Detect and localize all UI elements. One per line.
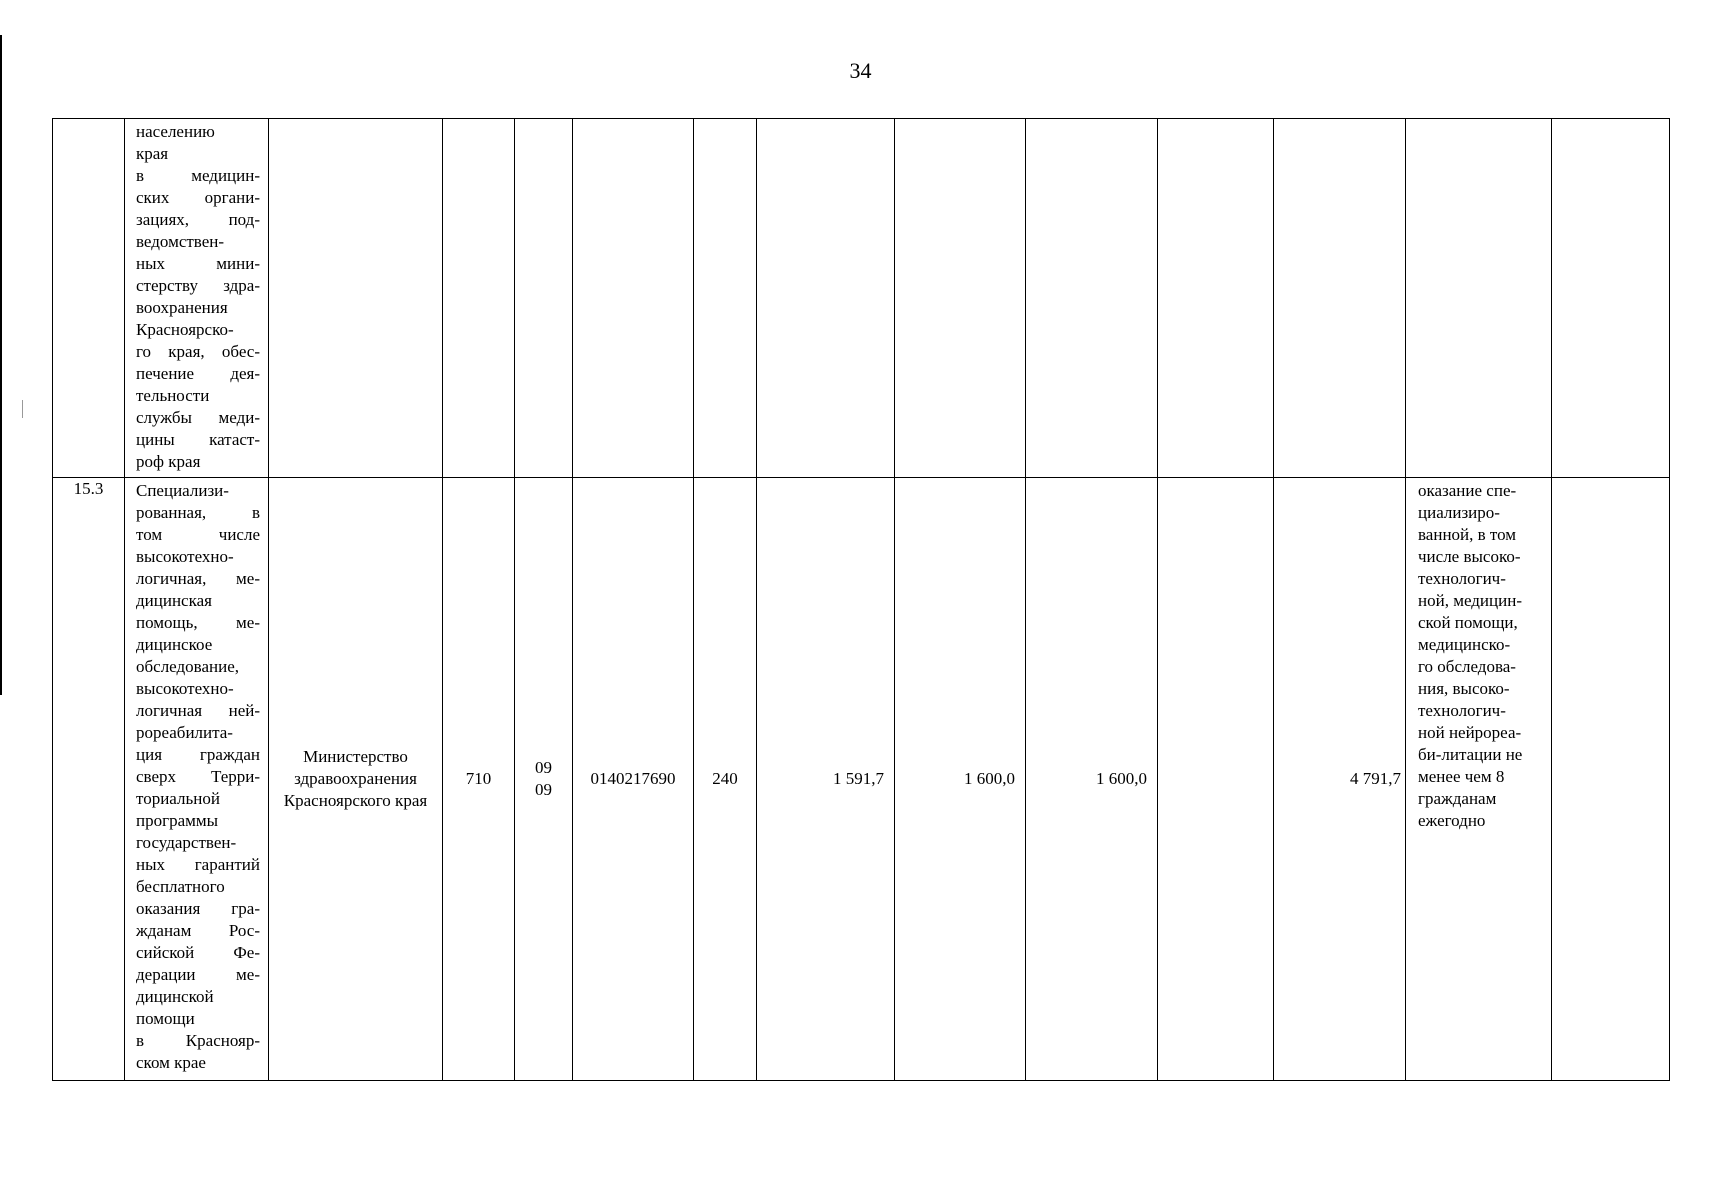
result-line: циализиро- [1418, 503, 1500, 522]
result-line: медицинско- [1418, 635, 1511, 654]
total-cell: 4 791,7 [1274, 478, 1406, 1081]
event-name-line: государствен- [136, 833, 237, 852]
event-name-line: логичная, ме- [136, 569, 260, 588]
administrator-cell: Министерство здравоохранения Красноярского края [269, 478, 443, 1081]
event-name-line: ских органи- [136, 188, 260, 207]
event-name-line: дицинское [136, 635, 213, 654]
event-name-line: стерству здра- [136, 276, 260, 295]
grbs-cell [443, 119, 515, 478]
csr-cell [573, 119, 694, 478]
event-name-line: воохранения [136, 298, 228, 317]
event-name-line: края [136, 144, 169, 163]
grbs-cell: 710 [443, 478, 515, 1081]
budget-table [52, 118, 1670, 1081]
event-name-line: службы меди- [136, 408, 260, 427]
event-name-line: высокотехно- [136, 679, 234, 698]
result-cell [1406, 478, 1552, 1081]
event-name-line: ториальной [136, 789, 220, 808]
csr-cell: 0140217690 [573, 478, 694, 1081]
event-name-line: го края, обес- [136, 342, 260, 361]
event-name-line: цины катаст- [136, 430, 260, 449]
result-line: ной нейрореа- [1418, 723, 1522, 742]
event-name-line: тельности [136, 386, 210, 405]
empty-cell [1552, 478, 1670, 1081]
result-cell [1406, 119, 1552, 478]
total-cell [1274, 119, 1406, 478]
event-name-line: ском крае [136, 1053, 206, 1072]
event-name-line: Специализи- [136, 481, 229, 500]
event-name-line: рованная, в [136, 503, 260, 522]
result-line: ванной, в том [1418, 525, 1517, 544]
table-row-15-3 [53, 478, 1670, 1081]
result-line: ния, высоко- [1418, 679, 1510, 698]
result-line: гражданам [1418, 789, 1497, 808]
result-line: оказание спе- [1418, 481, 1517, 500]
year2-cell [895, 119, 1026, 478]
event-name-line: населению [136, 122, 215, 141]
event-name-line: в Краснояр- [136, 1031, 260, 1050]
result-line: технологич- [1418, 701, 1506, 720]
result-line: технологич- [1418, 569, 1506, 588]
result-line: би-литации не [1418, 745, 1523, 764]
event-name-line: Красноярско- [136, 320, 234, 339]
result-line: числе высоко- [1418, 547, 1521, 566]
event-name-line: помощи [136, 1009, 195, 1028]
event-name-line: в медицин- [136, 166, 260, 185]
rzpr-cell [515, 478, 573, 1081]
scan-artifact-mark [22, 400, 23, 418]
extra-cell [1158, 119, 1274, 478]
result-line: ной, медицин- [1418, 591, 1522, 610]
event-name-line: сийской Фе- [136, 943, 260, 962]
vr-cell [694, 119, 757, 478]
result-line: менее чем 8 [1418, 767, 1505, 786]
event-name-line: жданам Рос- [136, 921, 260, 940]
rzpr-cell [515, 119, 573, 478]
event-name-line: сверх Терри- [136, 767, 260, 786]
event-name-line: ных мини- [136, 254, 260, 273]
extra-cell [1158, 478, 1274, 1081]
rzpr-line: 09 [535, 780, 552, 799]
empty-cell [1552, 119, 1670, 478]
result-line: ской помощи, [1418, 613, 1518, 632]
event-name-line: зациях, под- [136, 210, 260, 229]
event-name-line: дицинской [136, 987, 214, 1006]
event-name-line: ция граждан [136, 745, 260, 764]
scan-left-edge-line [0, 35, 2, 695]
event-name-line: логичная ней- [136, 701, 260, 720]
event-name-line: ных гарантий [136, 855, 260, 874]
event-name-cell [125, 478, 269, 1081]
event-name-cell [125, 119, 269, 478]
vr-cell: 240 [694, 478, 757, 1081]
year2-cell: 1 600,0 [895, 478, 1026, 1081]
row-number-cell: 15.3 [53, 478, 125, 1081]
administrator-cell [269, 119, 443, 478]
rzpr-line: 09 [535, 758, 552, 777]
event-name-line: роф края [136, 452, 201, 471]
event-name-line: дицинская [136, 591, 212, 610]
event-name-line: помощь, ме- [136, 613, 260, 632]
event-name-line: печение дея- [136, 364, 260, 383]
year1-cell [757, 119, 895, 478]
page-number: 34 [849, 58, 872, 83]
event-name-line: том числе [136, 525, 260, 544]
event-name-line: оказания гра- [136, 899, 260, 918]
event-name-line: дерации ме- [136, 965, 260, 984]
year3-cell: 1 600,0 [1026, 478, 1158, 1081]
result-line: ежегодно [1418, 811, 1486, 830]
event-name-line: бесплатного [136, 877, 225, 896]
event-name-line: обследование, [136, 657, 239, 676]
row-number-cell [53, 119, 125, 478]
event-name-line: ведомствен- [136, 232, 225, 251]
event-name-line: программы [136, 811, 219, 830]
table-row-continuation [53, 119, 1670, 478]
event-name-line: рореабилита- [136, 723, 233, 742]
year1-cell: 1 591,7 [757, 478, 895, 1081]
event-name-line: высокотехно- [136, 547, 234, 566]
year3-cell [1026, 119, 1158, 478]
result-line: го обследова- [1418, 657, 1516, 676]
